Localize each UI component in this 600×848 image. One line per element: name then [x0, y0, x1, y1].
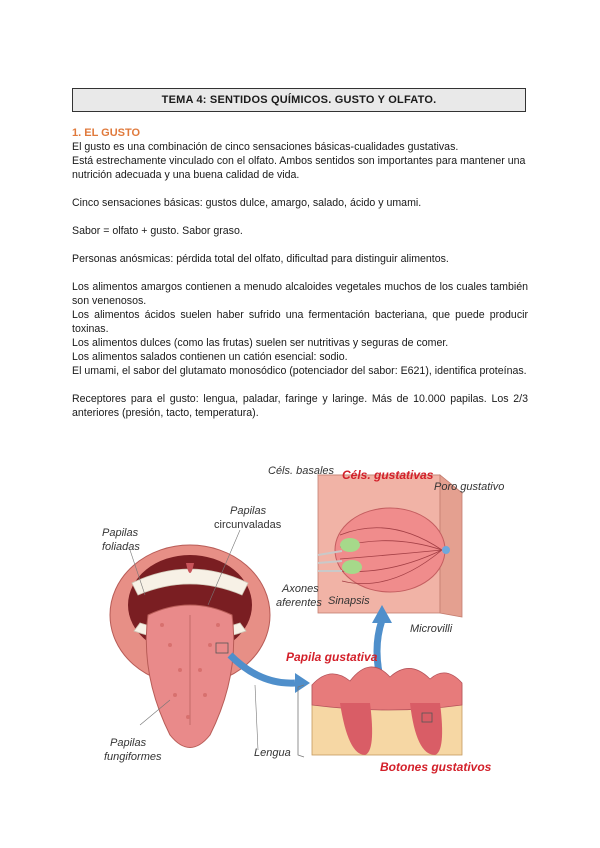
papila-block	[312, 667, 462, 755]
label-papilas-foliadas-2: foliadas	[102, 541, 140, 553]
label-lengua: Lengua	[254, 747, 291, 759]
body-text	[72, 126, 528, 420]
bracket	[298, 685, 304, 757]
paragraph: Sabor = olfato + gusto. Sabor graso.	[72, 225, 243, 237]
label-sinapsis: Sinapsis	[328, 595, 370, 607]
page-title: TEMA 4: SENTIDOS QUÍMICOS. GUSTO Y OLFATO.	[161, 94, 437, 106]
label-axones-1: Axones	[282, 583, 319, 595]
paragraph: Los alimentos salados contienen un catión esencial: sodio.	[72, 351, 348, 363]
paragraph: Personas anósmicas: pérdida total del olfato, dificultad para distinguir alimentos.	[72, 253, 449, 265]
figure-illustration	[90, 455, 520, 785]
paragraph: Los alimentos amargos contienen a menudo alcaloides vegetales muchos de los cuales también son venenosos.	[72, 281, 528, 307]
label-papilas-circ-1: Papilas	[230, 505, 267, 517]
paragraph: El umami, el sabor del glutamato monosódico (potenciador del sabor: E621), identifica proteínas.	[72, 365, 527, 377]
paragraph: Receptores para el gusto: lengua, paladar, faringe y laringe. Más de 10.000 papilas. Los 2/3 anteriores (presión, tacto, temperatura).	[72, 393, 528, 419]
title-box	[72, 88, 526, 112]
label-papilas-circ-2: circunvaladas	[214, 519, 282, 531]
paragraph: Los alimentos ácidos suelen haber sufrido una fermentación bacteriana, que puede producir toxinas.	[72, 309, 528, 335]
label-papilas-fung-1: Papilas	[110, 737, 147, 749]
taste-anatomy-figure	[90, 455, 520, 785]
label-poro-gustativo: Poro gustativo	[434, 481, 505, 493]
paragraph: Los alimentos dulces (como las frutas) suelen ser nutritivas y seguras de comer.	[72, 337, 449, 349]
arrow-head	[295, 673, 310, 693]
label-papila-gustativa: Papila gustativa	[286, 650, 378, 664]
label-microvilli: Microvilli	[410, 623, 453, 635]
label-cels-gustativas: Céls. gustativas	[342, 468, 434, 482]
paragraph: Cinco sensaciones básicas: gustos dulce, amargo, salado, ácido y umami.	[72, 197, 422, 209]
label-papilas-fung-2: fungiformes	[104, 751, 162, 763]
paragraph: Está estrechamente vinculado con el olfato. Ambos sentidos son importantes para mantener una nutrición adecuada y una buena calidad de vida.	[72, 155, 526, 181]
label-axones-2: aferentes	[276, 597, 322, 609]
label-botones-gustativos: Botones gustativos	[380, 760, 492, 774]
label-papilas-foliadas-1: Papilas	[102, 527, 139, 539]
section-heading: 1. EL GUSTO	[72, 127, 141, 139]
label-cels-basales: Céls. basales	[268, 465, 335, 477]
paragraph: El gusto es una combinación de cinco sensaciones básicas-cualidades gustativas.	[72, 141, 459, 153]
